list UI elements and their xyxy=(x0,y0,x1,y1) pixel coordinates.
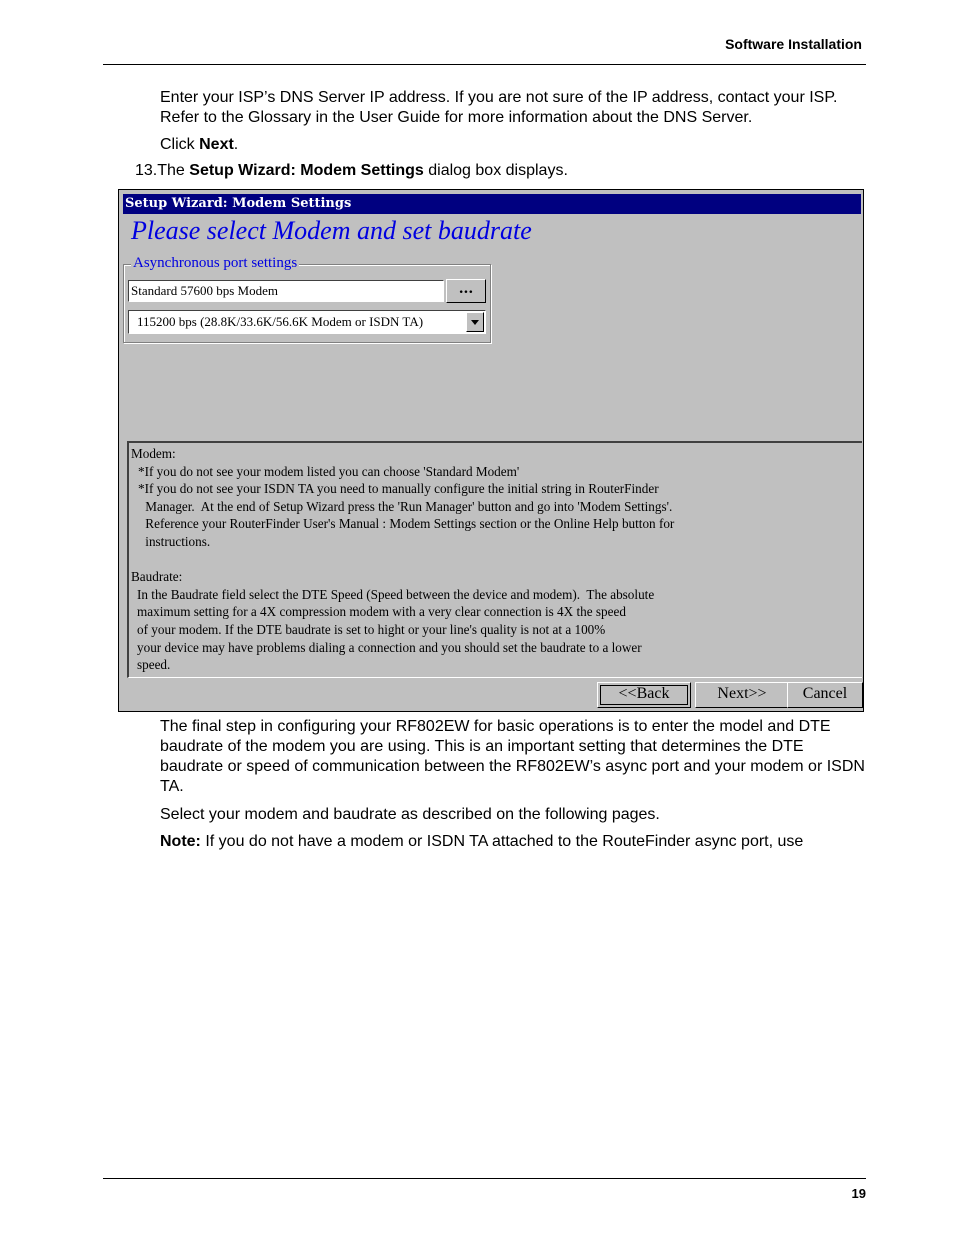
step-13 xyxy=(135,161,568,181)
final-step-paragraph: The final step in configuring your RF802EW for basic operations is to enter the model and DTE baudrate of the modem you are using. This is an important setting that determines the DTE baudrate or speed of communication between the RF802EW’s async port and your modem or ISDN TA. xyxy=(160,718,865,795)
next-button[interactable]: Next>> xyxy=(695,682,789,708)
modem-info-title: Modem: xyxy=(131,446,176,461)
modem-info-line: *If you do not see your modem listed you can choose 'Standard Modem' xyxy=(138,463,520,479)
dialog-titlebar: Setup Wizard: Modem Settings xyxy=(123,194,861,214)
chevron-down-icon xyxy=(471,320,479,325)
baudrate-select[interactable] xyxy=(128,310,486,334)
click-prefix: Click xyxy=(160,136,200,153)
step-prefix: The xyxy=(157,162,190,179)
modem-field[interactable]: Standard 57600 bps Modem xyxy=(128,280,444,302)
dns-instruction: Enter your ISP’s DNS Server IP address. If you are not sure of the IP address, contact your ISP. Refer to the Glossary in the User Guide for more information about the DNS Server. xyxy=(160,89,838,126)
step-suffix: dialog box displays. xyxy=(423,162,568,179)
note-paragraph xyxy=(160,832,870,852)
baudrate-value: 115200 bps (28.8K/33.6K/56.6K Modem or ISDN TA) xyxy=(137,314,424,329)
async-port-settings-group xyxy=(123,255,491,343)
step-dialog-name: Setup Wizard: Modem Settings xyxy=(189,162,424,179)
browse-modem-button[interactable]: ... xyxy=(446,279,486,303)
back-button[interactable]: <<Back xyxy=(597,682,691,708)
baudrate-info-line: In the Baudrate field select the DTE Speed (Speed between the device and modem). The absolute xyxy=(137,586,655,602)
cancel-button[interactable]: Cancel xyxy=(787,682,863,708)
modem-info-line: Manager. At the end of Setup Wizard press the 'Run Manager' button and go into 'Modem Settings'. xyxy=(142,498,673,514)
page-number: 19 xyxy=(851,1186,866,1201)
baudrate-info-line: maximum setting for a 4X compression modem with a very clear connection is 4X the speed xyxy=(137,604,626,620)
baudrate-info-title: Baudrate: xyxy=(131,569,183,585)
baudrate-info-line: your device may have problems dialing a connection and you should set the baudrate to a lower xyxy=(137,639,642,655)
baudrate-dropdown-button[interactable] xyxy=(466,312,484,332)
baudrate-info-line: speed. xyxy=(137,657,171,673)
modem-settings-dialog xyxy=(118,189,864,712)
modem-info-line: instructions. xyxy=(142,533,211,549)
baudrate-info-line: of your modem. If the DTE baudrate is set to hight or your line's quality is not at a 100% xyxy=(137,621,606,637)
group-label: Asynchronous port settings xyxy=(133,255,298,271)
dialog-heading: Please select Modem and set baudrate xyxy=(131,216,532,245)
click-suffix: . xyxy=(233,136,239,153)
next-emphasis: Next xyxy=(199,136,234,153)
step-number: 13. xyxy=(135,162,158,179)
running-header: Software Installation xyxy=(725,36,862,52)
modem-info-line: *If you do not see your ISDN TA you need to manually configure the initial string in RouterFinder xyxy=(138,481,659,497)
modem-info-line: Reference your RouterFinder User's Manual : Modem Settings section or the Online Help button for xyxy=(142,516,675,532)
info-panel xyxy=(127,441,862,678)
info-spacer xyxy=(131,551,862,569)
header-rule xyxy=(103,64,866,65)
click-next-instruction xyxy=(160,135,238,155)
footer-rule xyxy=(103,1178,866,1179)
note-label: Note: xyxy=(160,833,201,850)
select-modem-paragraph: Select your modem and baudrate as described on the following pages. xyxy=(160,806,660,823)
note-text: If you do not have a modem or ISDN TA attached to the RouteFinder async port, use xyxy=(200,833,804,850)
